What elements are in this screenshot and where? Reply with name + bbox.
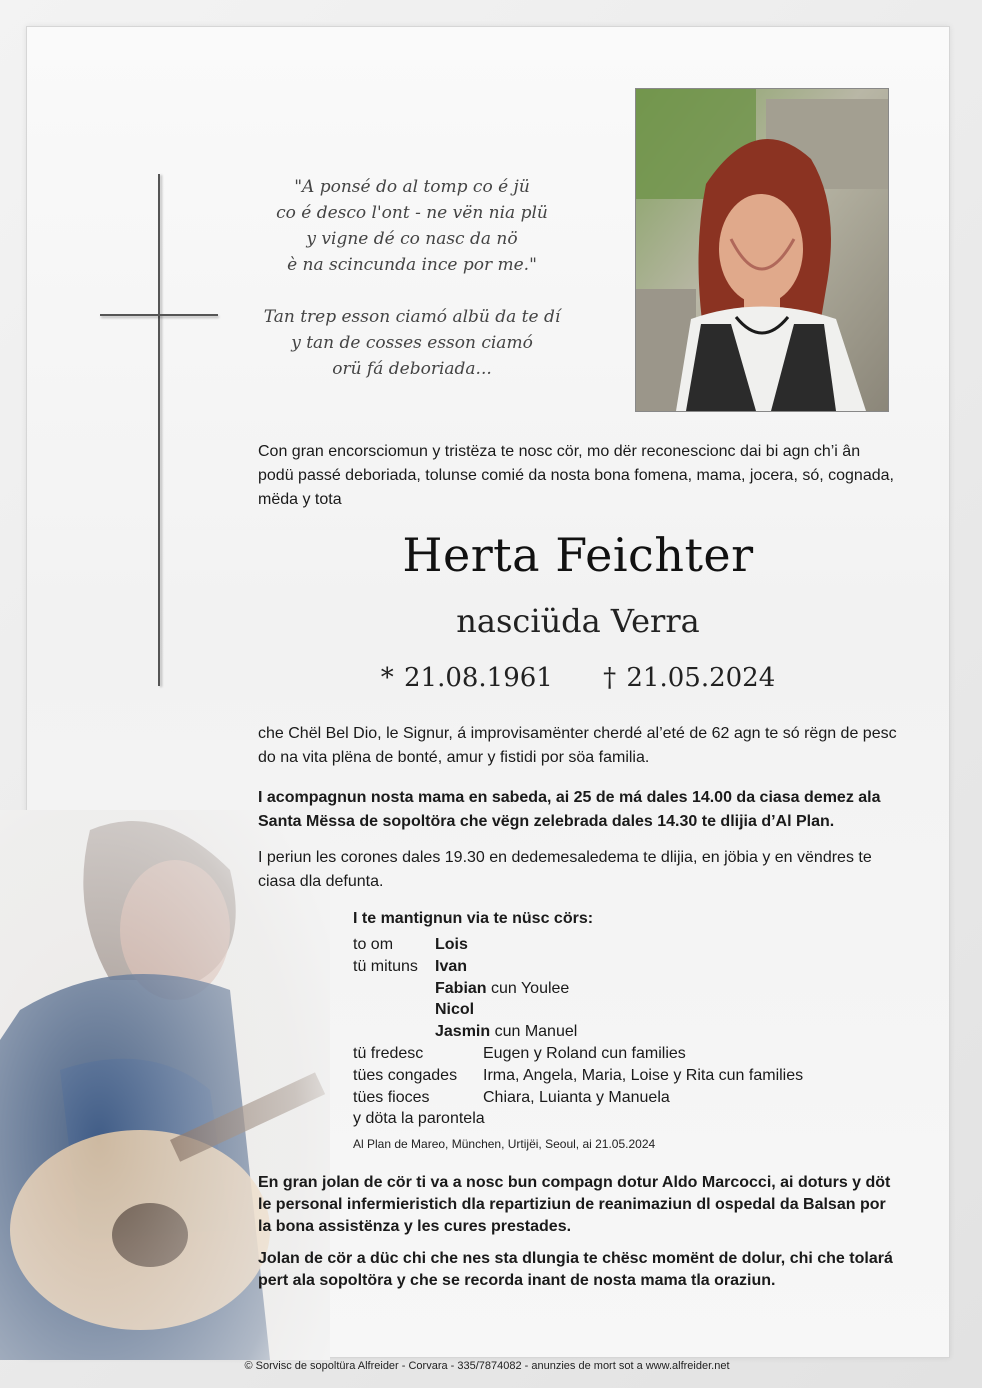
thanks-all: Jolan de cör a düc chi che nes sta dlungia te chësc momënt de dolur, chi che tolará pert ala sopoltöra y che se recorda inant de nosta mama tla oraziun. (258, 1250, 893, 1289)
mourners-heading: I te mantignun via te nüsc cörs: (353, 910, 594, 927)
place-date: Al Plan de Mareo, München, Urtijëi, Seoul, ai 21.05.2024 (353, 1137, 656, 1151)
death-date: † 21.05.2024 (603, 663, 776, 693)
footer-credit: © Sorvisc de sopoltüra Alfreider - Corvara - 335/7874082 - anunzies de mort sot a www.alfreider.net (244, 1360, 730, 1372)
birth-date: * 21.08.1961 (380, 663, 553, 693)
deceased-name: Herta Feichter (402, 528, 754, 582)
quote-line: y tan de cosses esson ciamó (291, 333, 533, 353)
life-dates (258, 663, 898, 693)
rosary-info: I periun les corones dales 19.30 en dedemesaledema te dlijia, en jöbia y en vëndres te ciasa dla defunta. (258, 849, 872, 890)
portrait-photo (635, 88, 889, 412)
quote-line: Tan trep esson ciamó albü da te dí (263, 307, 561, 327)
quote-line: co é desco l'ont - ne vën nia plü (276, 203, 548, 223)
mourner-row: tües congades Irma, Angela, Maria, Loise y Rita cun families (353, 1066, 804, 1084)
funeral-info: I acompagnun nosta mama en sabeda, ai 25 de má dales 14.00 da ciasa demez ala Santa Mëssa de sopoltöra che vëgn zelebrada dales 14.30 te dlijia d’Al Plan. (258, 789, 881, 830)
quote-line: è na scincunda ince por me." (287, 255, 537, 275)
mourner-row: to om Lois (353, 936, 468, 953)
mourner-row: Fabian cun Youlee (435, 979, 570, 997)
memorial-quote (262, 174, 562, 382)
cross-horizontal (100, 314, 218, 316)
maiden-name: nasciüda Verra (456, 602, 700, 640)
mourners-list (353, 934, 803, 1130)
mourner-row: y döta la parontela (353, 1110, 485, 1128)
cross-vertical (158, 174, 160, 686)
mourner-row: Jasmin cun Manuel (435, 1023, 578, 1041)
mourner-row: tü mituns Ivan (353, 957, 468, 975)
quote-line: orü fá deboriada... (332, 359, 492, 379)
thanks-doctors: En gran jolan de cör ti va a nosc bun compagn dotur Aldo Marcocci, ai doturs y döt le personal infermieristich dla repartiziun de reanimaziun dl ospedal da Balsan por la bona assistënza y les cures prestades. (258, 1174, 891, 1235)
mourner-row: tü fredesc Eugen y Roland cun families (353, 1044, 686, 1062)
intro-text: Con gran encorsciomun y tristëza te nosc cör, mo dër reconescionc dai bi agn ch’i ân podü passé deboriada, tolunse comié da nosta bona fomena, mama, jocera, só, cognada, mëda y tota (258, 443, 894, 508)
quote-line: y vigne dé co nasc da nö (306, 229, 518, 249)
quote-line: "A ponsé do al tomp co é jü (294, 177, 530, 197)
announcement-text: che Chël Bel Dio, le Signur, á improvisamënter cherdé al’eté de 62 agn te só rëgn de pesc do na vita plëna de bonté, amur y fistidi por söa familia. (258, 725, 897, 766)
mourner-row: tües fioces Chiara, Luianta y Manuela (353, 1088, 670, 1106)
mourner-row: Nicol (435, 1001, 475, 1019)
